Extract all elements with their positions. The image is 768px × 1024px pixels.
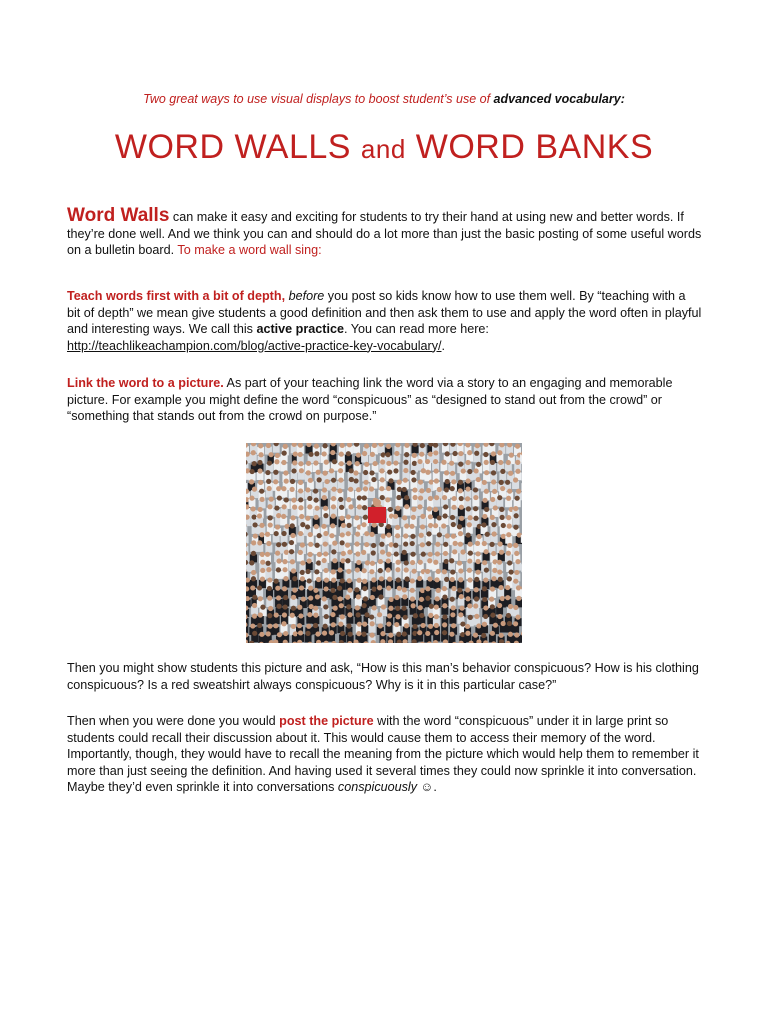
title-word-banks: WORD BANKS (415, 128, 654, 166)
crowd-photo (246, 443, 522, 643)
word-walls-body: can make it easy and exciting for students to try their hand at using new and better words. If they’re done well. And we think you can and should do a lot more than just the basic posting of some useful words on a bulletin board. (67, 210, 702, 257)
word-wall-cta: To make a word wall sing: (177, 243, 322, 257)
link-word-body: As part of your teaching link the word via a story to an engaging and memorable picture. For example you might define the word “conspicuous” as “designed to stand out from the crowd” or “something that stands out from the crowd on purpose.” (67, 376, 673, 423)
conspicuously-italic: conspicuously (337, 780, 418, 794)
show-picture-paragraph (67, 660, 702, 693)
post-picture-body: with the word “conspicuous” under it in large print so students could recall their discussion about it. This would cause them to access their memory of the word. Importantly, though, they would have to recall the meaning from the picture which would help them to remember it more than just seeing the definition. And having used it several times they could now sprinkle it into conversation. Maybe they’d even sprinkle it into conversations (67, 714, 699, 794)
link-word-paragraph (67, 375, 702, 425)
intro-bold-text: advanced vocabulary: (493, 92, 625, 106)
post-picture-before: Then when you were done you would (67, 714, 280, 728)
teach-paragraph (67, 288, 702, 354)
teach-after: . You can read more here: (343, 322, 489, 336)
teach-end: . (441, 338, 445, 353)
post-picture-highlight: post the picture (279, 714, 374, 728)
smiley-end: ☺. (417, 780, 437, 794)
show-picture-body: Then you might show students this picture and ask, “How is this man’s behavior conspicuous? How is his clothing conspicuous? Is a red sweatshirt always conspicuous? Why is it in this particular case?” (67, 661, 699, 692)
teach-italic: before (288, 289, 325, 303)
intro-text: Two great ways to use visual displays to boost student’s use of (143, 92, 494, 106)
intro-line (0, 92, 768, 106)
teach-body: you post so kids know how to use them well. By “teaching with a bit of depth” we mean give students a good definition and then ask them to use and apply the word often in playful and interesting ways. We call this (67, 289, 702, 336)
teach-heading: Teach words first with a bit of depth, (67, 289, 286, 303)
post-picture-paragraph (67, 713, 702, 796)
active-practice-bold: active practice (256, 322, 344, 336)
word-walls-heading: Word Walls (67, 205, 170, 226)
article-link[interactable]: http://teachlikeachampion.com/blog/active-practice-key-vocabulary/ (67, 338, 442, 353)
link-word-heading: Link the word to a picture. (67, 376, 224, 390)
crowd-image (246, 443, 522, 643)
title-word-walls: WORD WALLS (114, 128, 351, 166)
title-and: and (360, 134, 406, 164)
page-title (0, 128, 768, 167)
word-walls-paragraph (67, 205, 702, 259)
